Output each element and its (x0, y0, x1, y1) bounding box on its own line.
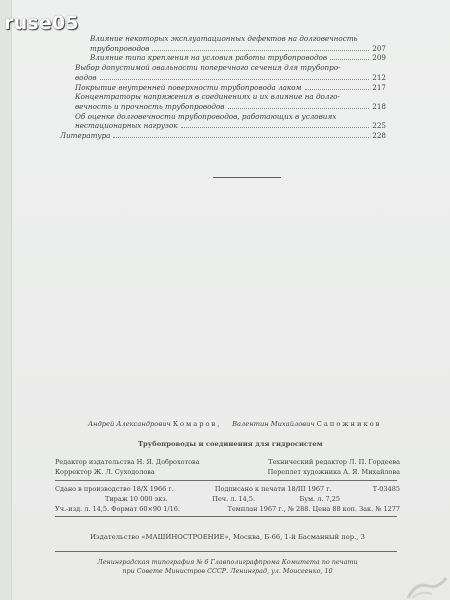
imprint-rule-bottom (55, 551, 397, 552)
watermark-logo: ruse05 (4, 12, 79, 34)
pub-cell: Т-03485 (372, 485, 400, 493)
toc-entry-text: Влияние некоторых эксплуатационных дефектов на долговечность (90, 34, 358, 43)
toc-entry (60, 34, 386, 53)
imprint-rule-mid (55, 516, 397, 517)
editor-right: Технический редактор Л. П. Гордеева (268, 458, 400, 466)
pub-cell: Темплан 1967 г., № 288. Цена 88 коп. Зак. № 1277 (227, 505, 400, 513)
toc-page-number: 228 (372, 131, 386, 141)
toc-leader (113, 137, 369, 138)
authors-line (88, 420, 398, 428)
toc-entry (60, 63, 386, 82)
author1-name: Андрей Александрович (88, 420, 171, 428)
pub-row (55, 504, 400, 514)
toc-entry-text: Литература (60, 131, 111, 141)
toc-page-number: 225 (372, 121, 386, 131)
toc-leader (305, 89, 369, 90)
toc-entry (60, 53, 386, 63)
toc-entry-text: Об оценке долговечности трубопроводов, работающих в условиях (75, 111, 337, 121)
page-shadow (0, 0, 11, 600)
pub-cell: Сдано в производство 18/X 1966 г. (55, 485, 174, 493)
toc-leader (100, 79, 369, 80)
pub-cell: Уч.-изд. л. 14,5. Формат 60×90 1/16. (55, 505, 180, 513)
toc-entry-text: Влияние типа крепления на условия работы трубопроводов (90, 53, 328, 63)
toc-page-number: 212 (372, 72, 386, 82)
author2-name: Валентин Михайлович (232, 420, 315, 428)
editor-right: Переплет художника А. Я. Михайлова (267, 468, 400, 476)
toc-entry (60, 131, 386, 141)
toc-entry-text: нестационарных нагрузок (75, 121, 178, 131)
page-edge (11, 0, 12, 600)
author1-surname: Комаров, (172, 420, 222, 428)
editor-row (55, 467, 400, 477)
pub-row (55, 484, 400, 494)
publisher-line: Издательство «МАШИНОСТРОЕНИЕ», Москва, Б-66, 1-й Басманный пер., 3 (90, 533, 365, 541)
printer-block (55, 558, 400, 576)
corner-logo-icon (402, 568, 450, 600)
toc-entry-text: трубопроводов (90, 43, 150, 53)
table-of-contents (60, 34, 386, 141)
toc-entry-text: Выбор допустимой овальности поперечного сечения для трубопро- (75, 63, 341, 73)
book-title: Трубопроводы и соединения для гидросистем (138, 440, 323, 448)
toc-entry-text: Концентраторы напряжения в соединениях и их влияние на долго- (75, 92, 340, 102)
publication-details (55, 484, 400, 514)
toc-page-number: 207 (372, 43, 386, 53)
imprint-rule-top (55, 480, 397, 481)
pub-cell: Подписано к печати 18/III 1967 г. (214, 485, 332, 493)
pub-cell: Печ. л. 14,5. (212, 495, 256, 503)
toc-entry (60, 83, 386, 93)
toc-leader (181, 127, 369, 128)
section-divider (213, 177, 281, 178)
toc-entry-text: Покрытие внутренней поверхности трубопровода лаком (75, 82, 302, 92)
toc-entry-text: вечность и прочность трубопроводов (75, 101, 225, 111)
editors-block (55, 457, 400, 477)
toc-leader (228, 108, 370, 109)
toc-page-number: 217 (372, 82, 386, 92)
toc-page-number: 218 (372, 101, 386, 111)
printer-line: при Совете Министров СССР. Ленинград, ул. Моисеенко, 10 (122, 567, 333, 575)
editor-left: Корректор Ж. Л. Суходолова (55, 468, 155, 476)
toc-entry (60, 92, 386, 111)
toc-entry (60, 112, 386, 131)
toc-page-number: 209 (372, 53, 386, 63)
pub-row (55, 494, 400, 504)
toc-leader (152, 50, 369, 51)
toc-leader (330, 59, 369, 60)
author2-surname: Сапожников (316, 420, 382, 428)
toc-entry-text: водов (75, 72, 97, 82)
pub-cell: Бум. л. 7,25 (299, 495, 340, 503)
editor-left: Редактор издательства Н. Я. Доброхотова (55, 458, 200, 466)
pub-cell: Тираж 10 000 экз. (105, 495, 168, 503)
editor-row (55, 457, 400, 467)
printer-line: Ленинградская типография № 6 Главполиграфпрома Комитета по печати (97, 558, 358, 566)
